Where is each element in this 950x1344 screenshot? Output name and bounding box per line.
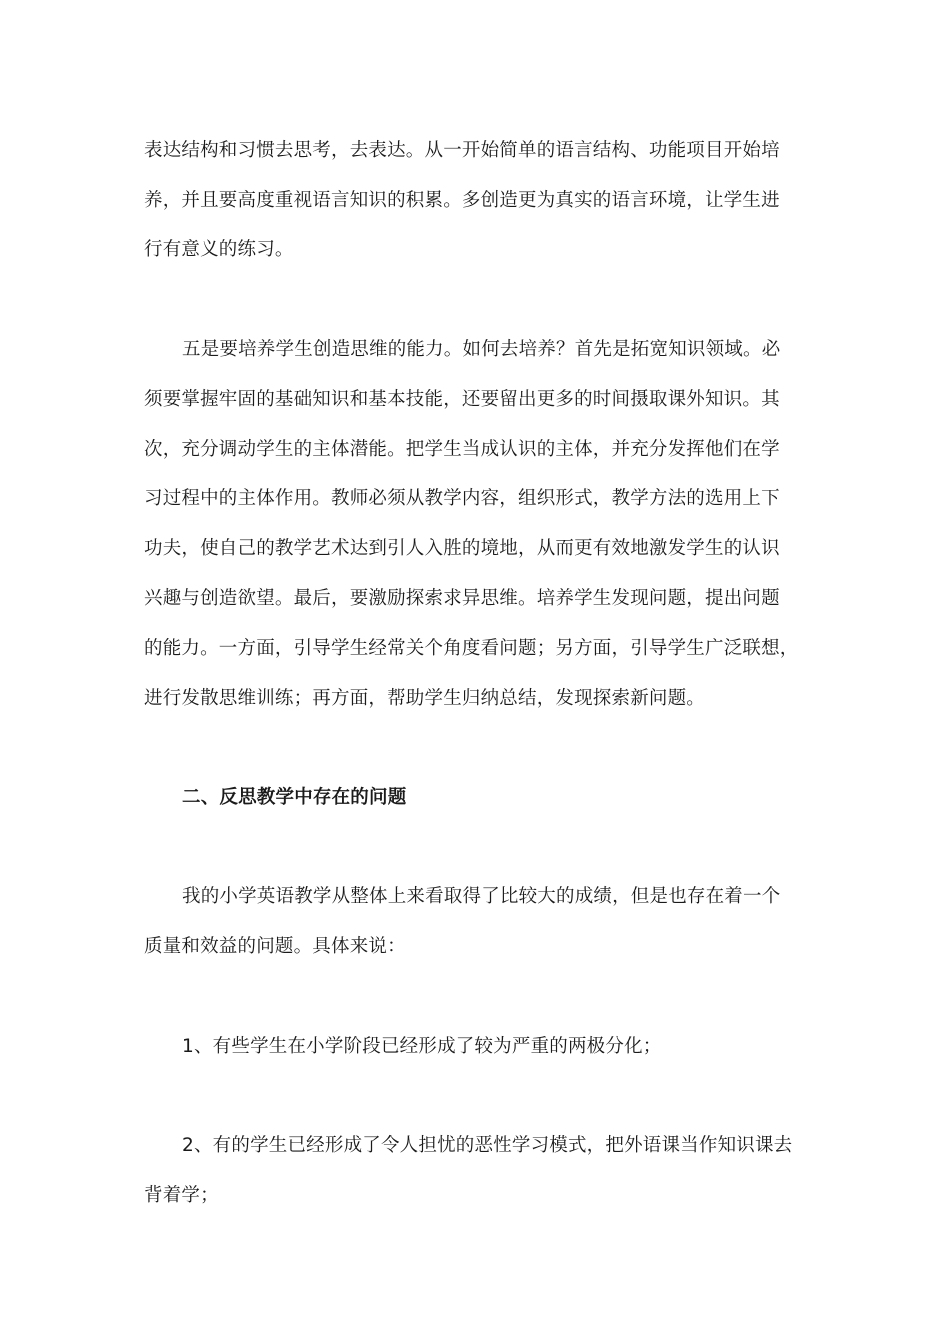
list-item: 2、有的学生已经形成了令人担忧的恶性学习模式，把外语课当作知识课去 [182, 1135, 793, 1156]
section-heading: 二、反思教学中存在的问题 [182, 787, 407, 808]
text-line: 质量和效益的问题。具体来说： [144, 936, 406, 957]
text-line: 我的小学英语教学从整体上来看取得了比较大的成绩，但是也存在着一个 [182, 886, 781, 907]
text-line: 须要掌握牢固的基础知识和基本技能，还要留出更多的时间摄取课外知识。其 [144, 389, 780, 410]
text-line: 的能力。一方面，引导学生经常关个角度看问题；另方面，引导学生广泛联想， [144, 638, 799, 659]
list-item: 1、有些学生在小学阶段已经形成了较为严重的两极分化； [182, 1036, 662, 1057]
text-line: 习过程中的主体作用。教师必须从教学内容，组织形式，教学方法的选用上下 [144, 488, 780, 509]
text-line: 进行发散思维训练；再方面，帮助学生归纳总结，发现探索新问题。 [144, 688, 706, 709]
text-line: 次，充分调动学生的主体潜能。把学生当成认识的主体，并充分发挥他们在学 [144, 439, 780, 460]
text-line: 兴趣与创造欲望。最后，要激励探索求异思维。培养学生发现问题，提出问题 [144, 588, 780, 609]
text-line: 表达结构和习惯去思考，去表达。从一开始简单的语言结构、功能项目开始培 [144, 140, 780, 161]
text-line: 功夫，使自己的教学艺术达到引人入胜的境地，从而更有效地激发学生的认识 [144, 538, 780, 559]
text-line: 养，并且要高度重视语言知识的积累。多创造更为真实的语言环境，让学生进 [144, 190, 780, 211]
text-line: 五是要培养学生创造思维的能力。如何去培养？首先是拓宽知识领域。必 [182, 339, 781, 360]
text-line: 背着学； [144, 1185, 219, 1206]
text-line: 行有意义的练习。 [144, 239, 294, 260]
